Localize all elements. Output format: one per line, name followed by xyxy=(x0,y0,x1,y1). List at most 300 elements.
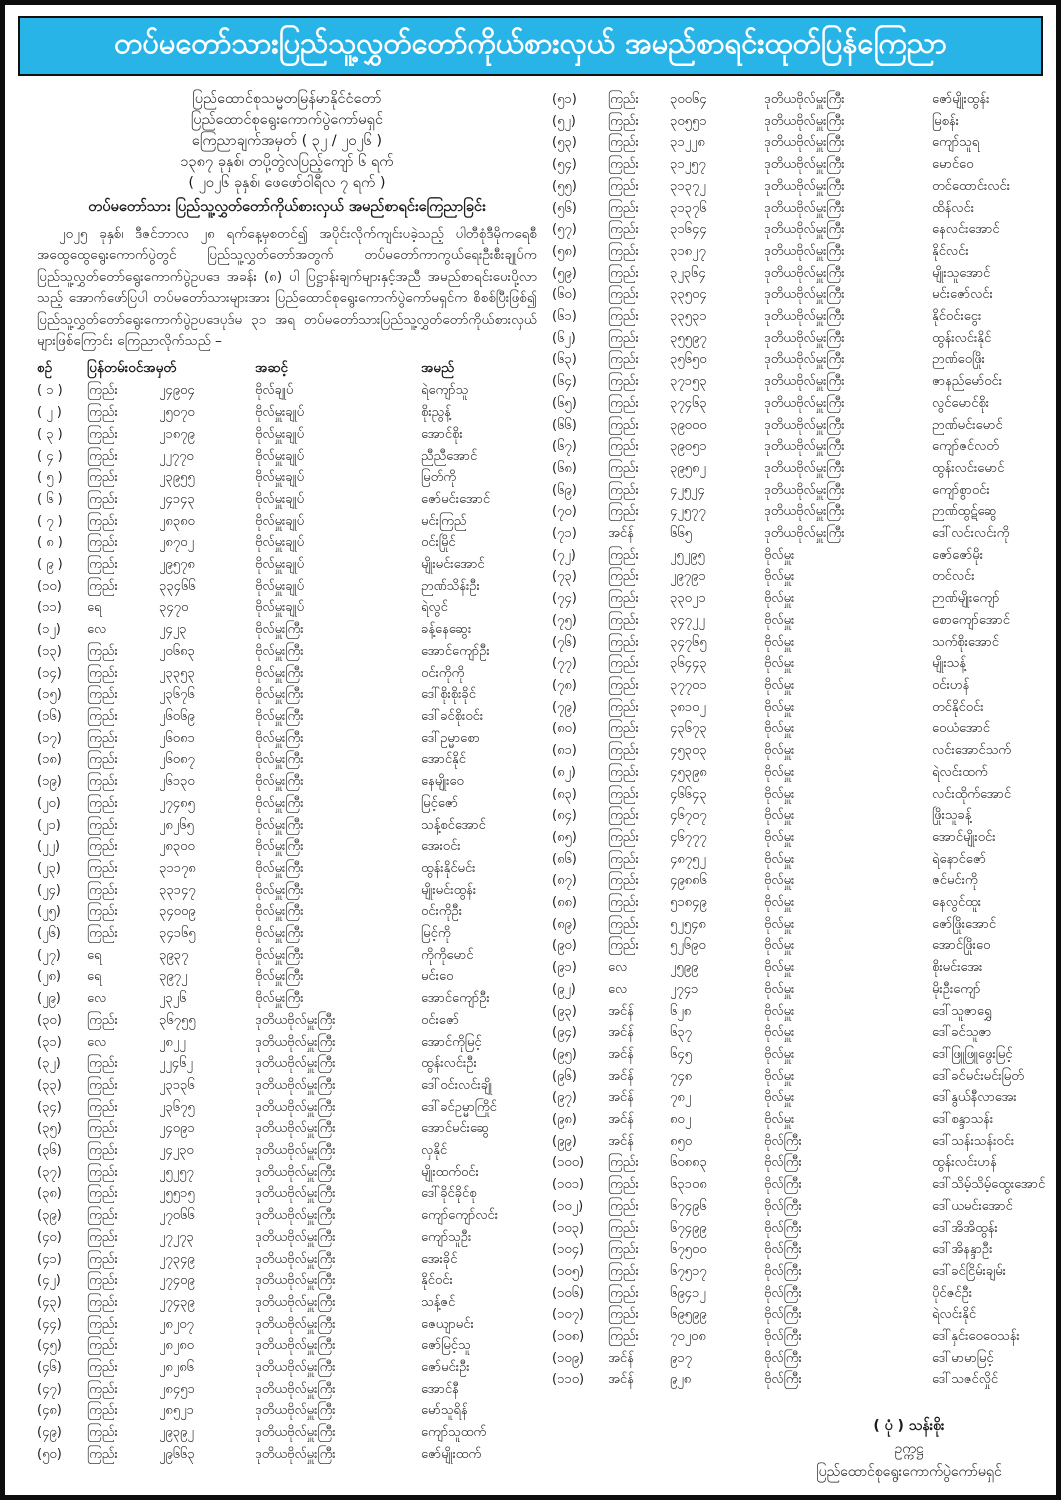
table-row xyxy=(37,619,537,641)
service-branch: ကြည်း xyxy=(87,1121,118,1137)
rank: ဗိုလ်ချုပ် xyxy=(255,383,294,399)
name: ဒေါ်နှင်းဝေဝေသန်း xyxy=(932,1329,1020,1345)
serial-number: (၆၇) xyxy=(552,439,577,455)
table-row xyxy=(37,1010,537,1032)
service-branch: ကြည်း xyxy=(608,352,639,368)
rank: ဒုတိယဗိုလ်မှူးကြီး xyxy=(764,417,845,433)
table-row xyxy=(37,923,537,945)
name: ဒေါ်ဖြူဖြူဖွေးမြင့် xyxy=(932,1046,1013,1062)
rank: ဗိုလ်မှူးကြီး xyxy=(255,991,304,1007)
service-branch: ကြည်း xyxy=(87,752,118,768)
name: လင်းအောင်သက် xyxy=(932,743,1012,759)
rank: ဗိုလ်မှူးချုပ် xyxy=(255,405,304,421)
serial-number: (၁၀၇) xyxy=(552,1307,585,1323)
rank: ဗိုလ်မှူး xyxy=(764,612,795,628)
table-row xyxy=(37,706,537,728)
table-row xyxy=(37,880,537,902)
name: စောကျော်အောင် xyxy=(932,612,1010,628)
name: အောင်မင်းဆွေ xyxy=(421,1121,490,1137)
rank: ဗိုလ်မှူးကြီး xyxy=(255,774,304,790)
registration-number: ၃၉၀၅၁ xyxy=(670,439,707,455)
serial-number: (၈၄) xyxy=(552,808,577,824)
registration-number: ၄၉၈၈၆ xyxy=(670,873,707,889)
rank: ဗိုလ်မှူး xyxy=(764,764,795,780)
rank: ဗိုလ်မှူး xyxy=(764,677,795,693)
service-branch: ကြည်း xyxy=(608,699,639,715)
service-branch: ကြည်း xyxy=(87,795,118,811)
service-branch: ကြည်း xyxy=(608,786,639,802)
table-row xyxy=(37,1075,537,1097)
table-row xyxy=(37,988,537,1010)
serial-number: ( ၁ ) xyxy=(37,383,63,399)
name: ဒေါ်လင်းလင်းကို xyxy=(932,526,1010,542)
serial-number: (၄၆) xyxy=(37,1360,62,1376)
table-row xyxy=(37,1422,537,1444)
rank: ဒုတိယဗိုလ်မှူးကြီး xyxy=(764,135,845,151)
rank: ဗိုလ်ကြီး xyxy=(764,1198,802,1214)
service-branch: ကြည်း xyxy=(608,1285,639,1301)
serial-number: (၂၉) xyxy=(37,991,61,1007)
rows-right xyxy=(552,89,1050,1391)
rank: ဒုတိယဗိုလ်မှူးကြီး xyxy=(764,439,845,455)
table-row xyxy=(37,771,537,793)
service-branch: ကြည်း xyxy=(87,426,118,442)
registration-number: ၂၆၁၃၀ xyxy=(159,774,195,790)
serial-number: ( ၄ ) xyxy=(37,448,63,464)
name: ဇော်ဖြိုးအောင် xyxy=(932,916,997,932)
registration-number: ၃၁၃၇၂ xyxy=(670,178,706,194)
serial-number: (၉၀) xyxy=(552,938,577,954)
name: ရဲလွင် xyxy=(421,600,448,616)
service-branch: ကြည်း xyxy=(87,730,118,746)
name: တင်လင်း xyxy=(932,569,975,585)
signature-role: ဥက္ကဋ္ဌ xyxy=(894,1441,924,1458)
serial-number: (၈၁) xyxy=(552,743,577,759)
registration-number: ၃၁၂၂၈ xyxy=(670,135,705,151)
table-row xyxy=(552,436,1050,458)
column-header-serial: စဉ် xyxy=(37,360,53,377)
service-branch: ကြည်း xyxy=(608,439,639,455)
registration-number: ၂၅၀၇၀ xyxy=(159,405,195,421)
rank: ဒုတိယဗိုလ်မှူးကြီး xyxy=(764,92,845,107)
service-branch: ကြည်း xyxy=(87,1077,118,1093)
serial-number: (၃၅) xyxy=(37,1121,62,1137)
name: ဒေါ်ဥမ္မာစော xyxy=(421,730,480,746)
registration-number: ၂၅၂၅၇ xyxy=(159,1164,194,1180)
service-branch: ကြည်း xyxy=(87,513,118,529)
service-branch: ကြည်း xyxy=(608,938,639,954)
rank: ဒုတိယဗိုလ်မှူးကြီး xyxy=(764,113,845,129)
table-row xyxy=(552,415,1050,437)
name: ဇာနည်မော်ဝင်း xyxy=(932,374,1003,390)
service-branch: ကြည်း xyxy=(608,1307,639,1323)
rank: ဗိုလ်မှူးကြီး xyxy=(255,817,304,833)
registration-number: ၂၅၉၉ xyxy=(670,960,699,976)
rank: ဒုတိယဗိုလ်မှူးကြီး xyxy=(255,1208,336,1224)
serial-number: (၇၃) xyxy=(552,569,577,585)
header-country-line: ပြည်ထောင်စုသမ္မတမြန်မာနိုင်ငံတော် xyxy=(192,91,382,107)
service-branch: ကြည်း xyxy=(608,1329,639,1345)
table-row xyxy=(37,467,537,489)
table-row xyxy=(552,328,1050,350)
registration-number: ၃၃၁၄၇ xyxy=(159,882,196,898)
table-row xyxy=(552,132,1050,154)
rank: ဒုတိယဗိုလ်မှူးကြီး xyxy=(764,178,845,194)
name: ကိုကိုမောင် xyxy=(421,947,474,963)
table-row xyxy=(37,1292,537,1314)
name: တင်ထောင်းလင်း xyxy=(932,178,1011,194)
serial-number: (၉၂) xyxy=(552,981,576,997)
name: ဇော်ဇော်မိုး xyxy=(932,547,983,563)
table-row xyxy=(552,1066,1050,1088)
table-row xyxy=(552,198,1050,220)
service-branch: ကြည်း xyxy=(87,470,118,486)
table-row xyxy=(37,858,537,880)
registration-number: ၄၅၃၀၃ xyxy=(670,743,707,759)
name: ဝင်းဟန် xyxy=(932,677,970,693)
name: သန့်စင်အောင် xyxy=(421,817,486,833)
serial-number: (၁၉) xyxy=(37,774,62,790)
table-row xyxy=(37,1205,537,1227)
serial-number: (၈၃) xyxy=(552,786,577,802)
service-branch: ကြည်း xyxy=(608,829,639,845)
service-branch: ကြည်း xyxy=(608,395,639,411)
service-branch: ကြည်း xyxy=(87,535,118,551)
serial-number: (၈၆) xyxy=(552,851,577,867)
rank: ဗိုလ်ကြီး xyxy=(764,1220,802,1236)
rank: ဒုတိယဗိုလ်မှူးကြီး xyxy=(255,1446,336,1462)
serial-number: (၅၄) xyxy=(552,157,577,173)
rank: ဒုတိယဗိုလ်မှူးကြီး xyxy=(255,1034,336,1050)
table-row xyxy=(552,1022,1050,1044)
table-row xyxy=(37,749,537,771)
service-branch: ကြည်း xyxy=(87,860,118,876)
rank: ဗိုလ်မှူး xyxy=(764,916,795,932)
table-row xyxy=(37,576,537,598)
table-row xyxy=(37,815,537,837)
serial-number: (၄၀) xyxy=(37,1229,62,1245)
service-branch: အင်န် xyxy=(608,1003,634,1019)
service-branch: ကြည်း xyxy=(87,1425,118,1441)
registration-number: ၄၆၇၇၇ xyxy=(670,829,707,845)
registration-number: ၂၉၃၉၂ xyxy=(159,1425,194,1441)
registration-number: ၂၈၂၀၇ xyxy=(159,1316,194,1332)
name: အောင်ဖြိုးဝေ xyxy=(932,938,991,954)
registration-number: ၃၇၇၀၁ xyxy=(670,677,707,693)
service-branch: အင်န် xyxy=(608,1112,634,1128)
serial-number: (၆၀) xyxy=(552,287,577,303)
service-branch: ကြည်း xyxy=(87,839,118,855)
table-row xyxy=(37,1314,537,1336)
registration-number: ၂၈၂၆၅ xyxy=(159,817,194,833)
name: အောင်ကျော်ဦး xyxy=(421,643,490,659)
name: မြင့်ကို xyxy=(421,926,451,942)
registration-number: ၅၁၈၄၉ xyxy=(670,895,707,911)
rank: ဒုတိယဗိုလ်မှူးကြီး xyxy=(255,1360,336,1376)
table-row xyxy=(552,762,1050,784)
table-row xyxy=(37,1053,537,1075)
table-row xyxy=(552,306,1050,328)
service-branch: ကြည်း xyxy=(87,1012,118,1028)
left-column xyxy=(37,89,537,1466)
registration-number: ၂၈၇၀၂ xyxy=(159,535,194,551)
registration-number: ၆၇၅၀၀ xyxy=(670,1242,707,1258)
table-row xyxy=(37,901,537,923)
table-row xyxy=(552,393,1050,415)
name: ဒေါ်သိမ့်သိမ့်ထွေးအောင် xyxy=(932,1177,1046,1193)
rank: ဗိုလ်မှူး xyxy=(764,873,795,889)
service-branch: ကြည်း xyxy=(608,895,639,911)
rank: ဗိုလ်မှူးကြီး xyxy=(255,730,304,746)
service-branch: ကြည်း xyxy=(87,448,118,464)
registration-number: ၂၉၅၇၈ xyxy=(159,557,195,573)
registration-number: ၃၁၁၇၈ xyxy=(159,860,196,876)
table-row xyxy=(552,892,1050,914)
registration-number: ၃၁၆၄၄ xyxy=(670,222,707,238)
table-row xyxy=(37,728,537,750)
rank: ဗိုလ်မှူးကြီး xyxy=(255,752,304,768)
table-row xyxy=(37,945,537,967)
rank: ဒုတိယဗိုလ်မှူးကြီး xyxy=(764,287,845,303)
signature-name: ( ပုံ ) သန်းစိုး xyxy=(873,1418,945,1435)
registration-number: ၂၂၇၇၀ xyxy=(159,448,194,464)
serial-number: (၇၂) xyxy=(552,547,576,563)
table-row xyxy=(37,1400,537,1422)
rank: ဗိုလ်မှူးကြီး xyxy=(255,687,304,703)
name: စိုးညွန့် xyxy=(421,405,451,421)
service-branch: ကြည်း xyxy=(87,708,118,724)
name: ဒေါ်နွယ်နီလာအေး xyxy=(932,1090,1017,1106)
rank: ဗိုလ်မှူးချုပ် xyxy=(255,600,304,616)
serial-number: (၃၃) xyxy=(37,1077,62,1093)
rank: ဗိုလ်ကြီး xyxy=(764,1329,802,1345)
service-branch: ကြည်း xyxy=(608,1177,639,1193)
service-branch: ကြည်း xyxy=(87,1403,118,1419)
rank: ဒုတိယဗိုလ်မှူးကြီး xyxy=(255,1143,336,1159)
serial-number: (၁၄) xyxy=(37,665,62,681)
service-branch: ကြည်း xyxy=(87,578,118,594)
rank: ဗိုလ်ကြီး xyxy=(764,1133,802,1149)
registration-number: ၉၂၈ xyxy=(670,1372,692,1388)
registration-number: ၂၈၃၀၀ xyxy=(159,839,195,855)
rank: ဗိုလ်မှူးချုပ် xyxy=(255,470,304,486)
table-row xyxy=(37,489,537,511)
rank: ဒုတိယဗိုလ်မှူးကြီး xyxy=(255,1012,336,1028)
service-branch: ကြည်း xyxy=(87,1208,118,1224)
serial-number: (၆၈) xyxy=(552,460,577,476)
name: ဒေါ်ခင်မင်းမင်းမြတ် xyxy=(932,1068,1024,1084)
rank: ဒုတိယဗိုလ်မှူးကြီး xyxy=(764,460,845,476)
service-branch: လေ xyxy=(87,1034,107,1050)
service-branch: ကြည်း xyxy=(87,1186,118,1202)
registration-number: ၂၇၄၁ xyxy=(670,981,699,997)
registration-number: ၃၁၂၅၇ xyxy=(670,157,706,173)
name: အောင်ကိုမြင့် xyxy=(421,1034,482,1050)
name: နိုင်ဝင်း xyxy=(421,1273,453,1289)
registration-number: ၂၈၃၈၀ xyxy=(159,513,195,529)
registration-number: ၆၃၁၀၈ xyxy=(670,1177,707,1193)
registration-number: ၇၀၂၀၈ xyxy=(670,1329,706,1345)
service-branch: ကြည်း xyxy=(608,851,639,867)
service-branch: ကြည်း xyxy=(608,1263,639,1279)
service-branch: ကြည်း xyxy=(87,904,118,920)
serial-number: (၄၅) xyxy=(37,1338,62,1354)
table-row xyxy=(552,371,1050,393)
registration-number: ၆၉၅၉၉ xyxy=(670,1307,707,1323)
serial-number: (၆၄) xyxy=(552,374,577,390)
registration-number: ၂၈၂၈၆ xyxy=(159,1360,194,1376)
service-branch: ကြည်း xyxy=(608,330,639,346)
serial-number: (၇၈) xyxy=(552,677,577,693)
service-branch: ကြည်း xyxy=(608,222,639,238)
name: ရဲကျော်သူ xyxy=(421,383,469,399)
registration-number: ၃၆၄၄၃ xyxy=(670,656,707,672)
registration-number: ၂၇၄၈၅ xyxy=(159,795,195,811)
header-announcement-number: ကြေညာချက်အမှတ် ( ၃၂ / ၂၀၂၆ ) xyxy=(191,133,383,149)
name: ထွန်းနိုင်မင်း xyxy=(421,860,476,876)
right-column xyxy=(552,89,1050,1484)
service-branch: ကြည်း xyxy=(608,1220,639,1236)
table-row xyxy=(552,1131,1050,1153)
serial-number: (၈၇) xyxy=(552,873,577,889)
table-row xyxy=(552,89,1050,111)
rows-left xyxy=(37,380,537,1465)
table-row xyxy=(552,111,1050,133)
table-row xyxy=(37,684,537,706)
table-row xyxy=(552,914,1050,936)
service-branch: ကြည်း xyxy=(87,687,118,703)
name: ဇင်မင်းကို xyxy=(932,873,978,889)
rank: ဒုတိယဗိုလ်မှူးကြီး xyxy=(255,1056,336,1072)
column-header-registration: ပြန်တမ်းဝင်အမှတ် xyxy=(87,360,177,377)
table-row xyxy=(552,176,1050,198)
registration-number: ၈၅၀ xyxy=(670,1133,693,1149)
table-row xyxy=(552,501,1050,523)
table-row xyxy=(552,957,1050,979)
name: မင်းကြည် xyxy=(421,513,467,529)
name: ဒေါ်သန်းသန်းဝင်း xyxy=(932,1133,1015,1149)
table-row xyxy=(37,402,537,424)
service-branch: ကြည်း xyxy=(87,405,118,421)
rank: ဗိုလ်ကြီး xyxy=(764,1242,802,1258)
rank: ဒုတိယဗိုလ်မှူးကြီး xyxy=(255,1338,336,1354)
rank: ဗိုလ်မှူးချုပ် xyxy=(255,557,304,573)
service-branch: ကြည်း xyxy=(608,178,639,194)
table-row xyxy=(552,718,1050,740)
table-row xyxy=(552,1369,1050,1391)
table-row xyxy=(37,1270,537,1292)
rank: ဗိုလ်မှူးကြီး xyxy=(255,795,304,811)
service-branch: ကြည်း xyxy=(87,491,118,507)
service-branch: ကြည်း xyxy=(87,1164,118,1180)
document-header xyxy=(37,89,537,194)
name: ဒေါ်ခင်ငြိမ်းချမ်း xyxy=(932,1263,1006,1279)
service-branch: ကြည်း xyxy=(608,287,639,303)
serial-number: (၁၀၂) xyxy=(552,1198,584,1214)
signature-block xyxy=(774,1415,1044,1484)
service-branch: ကြည်း xyxy=(608,677,639,693)
name: လွင်မောင်စိုး xyxy=(932,395,990,411)
rank: ဒုတိယဗိုလ်မှူးကြီး xyxy=(764,309,845,325)
service-branch: အင်န် xyxy=(608,1025,634,1041)
table-row xyxy=(552,740,1050,762)
name: သက်စိုးအောင် xyxy=(932,634,999,650)
name: မြတ်ကို xyxy=(421,470,456,486)
column-header-rank: အဆင့် xyxy=(255,360,288,377)
rank: ဗိုလ်မှူး xyxy=(764,547,795,563)
table-row xyxy=(37,1379,537,1401)
service-branch: ကြည်း xyxy=(608,460,639,476)
serial-number: (၄၃) xyxy=(37,1294,62,1310)
table-row xyxy=(552,566,1050,588)
registration-number: ၄၂၅၇၇ xyxy=(670,504,706,520)
table-row xyxy=(37,966,537,988)
table-row xyxy=(552,1239,1050,1261)
rank: ဗိုလ်မှူး xyxy=(764,699,795,715)
rank: ဗိုလ်မှူး xyxy=(764,569,795,585)
serial-number: (၂၀) xyxy=(37,795,61,811)
service-branch: အင်န် xyxy=(608,1133,634,1149)
name: ဇော်မျိုးထွန်း xyxy=(932,92,990,107)
table-row xyxy=(552,870,1050,892)
service-branch: ကြည်း xyxy=(608,92,639,107)
name: ဒေါ်အိအိထွန်း xyxy=(932,1220,998,1236)
registration-number: ၂၉၇၉၁ xyxy=(670,569,706,585)
registration-number: ၃၃၅၀၄ xyxy=(670,287,707,303)
serial-number: (၄၂) xyxy=(37,1273,61,1289)
serial-number: (၇၇) xyxy=(552,656,577,672)
rank: ဒုတိယဗိုလ်မှူးကြီး xyxy=(764,330,845,346)
serial-number: (၇၁) xyxy=(552,526,577,542)
serial-number: (၃၆) xyxy=(37,1143,62,1159)
rank: ဗိုလ်မှူး xyxy=(764,656,795,672)
service-branch: ကြည်း xyxy=(608,482,639,498)
table-row xyxy=(37,1249,537,1271)
registration-number: ၂၅၅၁၅ xyxy=(159,1186,195,1202)
serial-number: (၅၅) xyxy=(552,178,577,194)
rank: ဗိုလ်မှူးကြီး xyxy=(255,926,304,942)
table-row xyxy=(552,784,1050,806)
rank: ဒုတိယဗိုလ်မှူးကြီး xyxy=(255,1403,336,1419)
serial-number: (၅၇) xyxy=(552,222,577,238)
serial-number: (၂၄) xyxy=(37,882,61,898)
serial-number: (၁၀၈) xyxy=(552,1329,585,1345)
serial-number: (၃၂) xyxy=(37,1056,61,1072)
table-row xyxy=(37,1032,537,1054)
rank: ဗိုလ်မှူးကြီး xyxy=(255,622,304,638)
rank: ဗိုလ်မှူး xyxy=(764,786,795,802)
serial-number: (၈၂) xyxy=(552,764,576,780)
rank: ဗိုလ်မှူး xyxy=(764,851,795,867)
service-branch: အင်န် xyxy=(608,1350,634,1366)
registration-number: ၇၄၈ xyxy=(670,1068,693,1084)
rank: ဒုတိယဗိုလ်မှူးကြီး xyxy=(764,200,845,216)
registration-number: ၂၃၂၆ xyxy=(159,991,187,1007)
name: အောင်စိုး xyxy=(421,426,463,442)
service-branch: လေ xyxy=(87,622,107,638)
registration-number: ၃၇၁၅၃ xyxy=(670,374,707,390)
serial-number: (၅၈) xyxy=(552,243,577,259)
name: ဖြိုးသူခန့် xyxy=(932,808,972,824)
table-row xyxy=(552,1109,1050,1131)
registration-number: ၃၃၄၆၆ xyxy=(159,578,196,594)
name: မိုးဦးကျော် xyxy=(932,981,981,997)
name: စိုးမင်းအေး xyxy=(932,960,983,976)
registration-number: ၃၃၀၂၁ xyxy=(670,591,706,607)
serial-number: (၅၆) xyxy=(552,200,577,216)
registration-number: ၇၈၂ xyxy=(670,1090,692,1106)
serial-number: (၇၀) xyxy=(552,504,577,520)
